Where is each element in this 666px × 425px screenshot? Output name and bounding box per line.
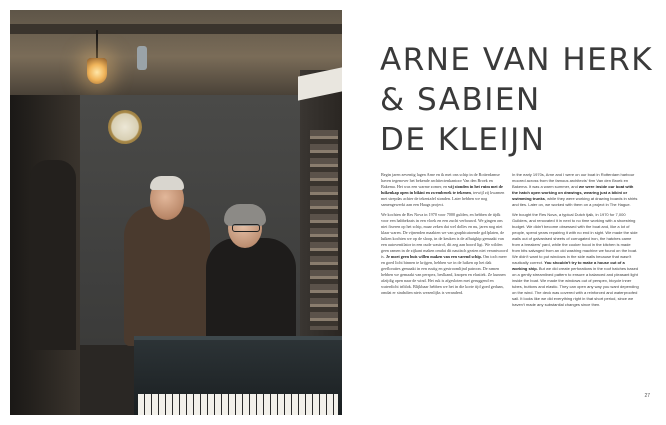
text-page	[352, 10, 656, 415]
english-paragraph-1	[512, 172, 639, 208]
dutch-paragraph-2	[381, 212, 508, 296]
title-line-3: DE KLEIJN	[380, 122, 546, 158]
woman-figure	[206, 238, 296, 348]
article-title	[380, 40, 654, 160]
english-p2-highlight: You shouldn't try to make a house out of a working ship.	[512, 260, 625, 271]
man-figure	[124, 206, 210, 346]
page-number: 27	[644, 393, 650, 399]
dutch-p2-text-b: Om toch meer en goed licht binnen te krijgen, hebben we in de luiken op het dak geeflorattes gemaakt in een rustig en gestroomlijnd patroon. De ramen hebben we gemaakt van perspex, beslkand, knopen en elastiek. Ze kunnen afzijdig open naar de wind. Het ruk is afgesloten met geruggend en waterdicht triblok. Blijkbaar hebben we het in die korte tijd goed gedaan, omdat er sindsdien niets wezenlijks is veranderd.	[381, 254, 507, 295]
hanging-lamp	[87, 58, 107, 84]
lamp-cord	[96, 30, 98, 60]
man-hair	[150, 176, 184, 190]
english-p2-text-b: But we did create perforations in the roof hatches based on a gently streamlined pattern to ensure a balanced and pleasant light inside the boat. We made the windows out of perspex, bicycle inner tubes, buttons and elastic. They can open any way you want depending on the wind. The deck was covered with a reinforced and waterproofed sail. It looks like we did everything right in that short period, since we haven't made any substantial changes since then.	[512, 266, 639, 307]
piano-keys	[138, 394, 338, 415]
glasses	[232, 224, 260, 232]
english-p1-text-a: In the early 1970s, Arne and I were on our boat in Rotterdam harbour moored across from the famous architects' firm Van den Broek en Bakema. It was a warm summer, and	[512, 172, 635, 189]
hanging-items	[310, 130, 338, 330]
woman-hair	[224, 204, 266, 226]
portrait-photo	[10, 10, 342, 415]
photo-ceiling-beam	[10, 24, 342, 34]
dutch-p1-text-b: , terwijl zij kwamen met strepdas achter de tekentafel stonden. Later hebben we nog samengewerkt aan een Haags project.	[381, 190, 505, 207]
dutch-p2-text-a: We kochten de Res Nova in 1970 voor 7000 gulden, en hebben de tijdk voor een habbekrats in een vloek en een zucht verbouwd. We gingen ons niet fixeren op het schip, maar zeken dat wel dolles en nu, jaren nog niet klaar waren. De vijnenden maakten we van graphicatoende golfplaten, de luiken kochten we op de sloop, in de keuken is de afhuigkip gemaakt van een autoventilator in een oude wastrol, dit zeg aan boord ligt. We wilden geen ramen in de zijkant maken omdat dit nautisch gezien niet verantwoord is.	[381, 212, 508, 259]
english-paragraph-2	[512, 212, 639, 308]
dutch-text-column	[381, 172, 508, 300]
english-p1-highlight: we were inside our boat with the hatch open working on drawings, wearing just a bikini or swimming trunks	[512, 184, 634, 201]
english-p1-text-b: , while they were working at drawing boards in shirts and ties. Later on, we worked with them on a project in The Hague.	[512, 196, 638, 207]
dutch-p2-highlight: Je moet geen huis willen maken van een varend schip.	[385, 254, 482, 259]
dutch-p1-text-a: Begin jaren zeventig lagen Arne en ik met ons schip in de Rotterdamse haven tegenover het bekende architectenkantoor Van den Broek en Bakema. Het was een warme zomer, en	[381, 172, 500, 189]
title-line-2: & SABIEN	[380, 82, 541, 118]
wall-lamp	[137, 46, 147, 70]
porthole	[108, 110, 142, 144]
english-p2-text-a: We bought the Res Nova, a typical Dutch tjalk, in 1970 for 7,000 Guilders, and renovated it in next to no time working with a shoestring budget. We didn't become obsessed with the boat and, like a lot of people, spend years repairing it with no end in sight. We made the side walls out of galvanised sheets of corrugated iron, the hatches came from a breakers' yard, while the cooker hood in the kitchen is made from bits salvaged from an old washing machine we found on the boat. We didn't want to put windows in the side walls because that wasn't nautically correct.	[512, 212, 638, 265]
arched-doorway	[30, 160, 76, 350]
english-text-column	[512, 172, 639, 312]
title-line-1: ARNE VAN HERK	[380, 42, 654, 78]
photo-ceiling	[10, 10, 342, 95]
dutch-p1-highlight: wij stonden in het ruim met de luikenkap open in bikini en zwembroek te tekenen	[381, 184, 503, 195]
dutch-paragraph-1	[381, 172, 508, 208]
